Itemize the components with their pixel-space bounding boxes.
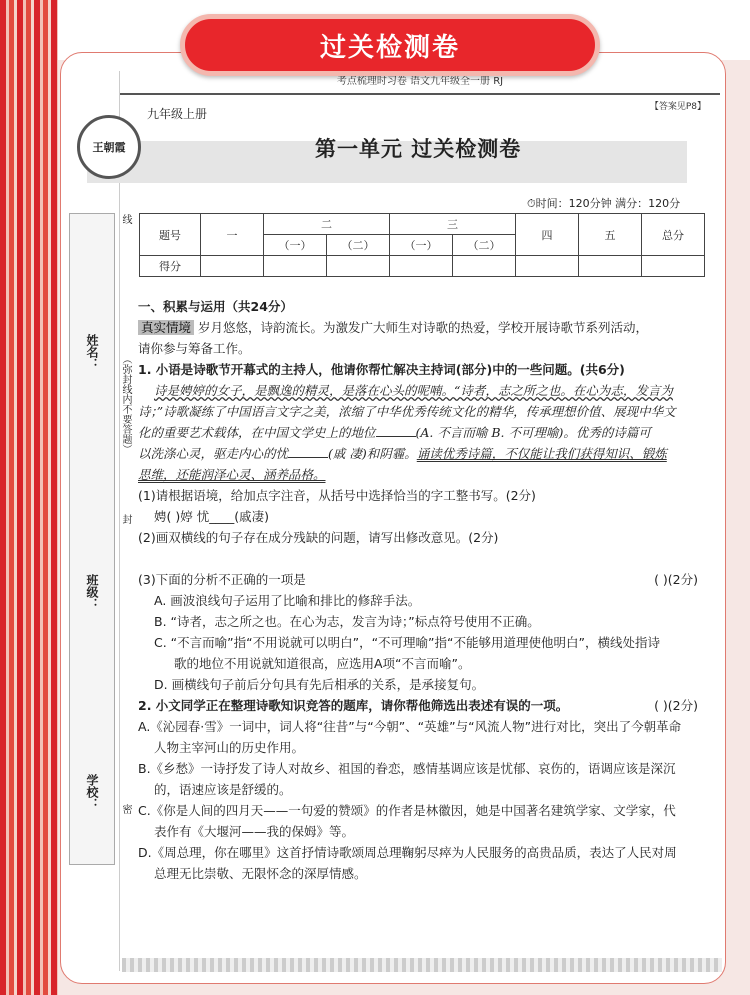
seal-mid: 封 <box>120 514 131 524</box>
passage-line: 诗是娉婷的女子，是飘逸的精灵，是落在心头的呢喃。“诗者，志之所之也。在心为志，发言为 <box>154 383 673 398</box>
score-cell[interactable] <box>453 256 516 277</box>
score-cell[interactable] <box>201 256 264 277</box>
table-header: 总分 <box>642 214 705 256</box>
top-line: 考点梳理时习卷 语文九年级全一册 RJ <box>120 71 720 95</box>
answer-bracket[interactable]: ( )(2分) <box>654 698 698 713</box>
passage-line: 诵读优秀诗篇，不仅能让我们获得知识、锻炼 <box>416 446 667 461</box>
logo: 王朝霞 <box>77 115 141 179</box>
option-a: A. 画波浪线句子运用了比喻和排比的修辞手法。 <box>154 593 421 608</box>
table-subheader: （一） <box>390 235 453 256</box>
answer-space[interactable] <box>138 548 708 569</box>
table-subheader: （二） <box>453 235 516 256</box>
answer-ref: 【答案见P8】 <box>649 102 706 112</box>
option-d: D. 画横线句子前后分句具有先后相承的关系，是承接复句。 <box>154 677 485 692</box>
table-header: 二 <box>264 214 390 235</box>
seal-bottom: 密 <box>120 804 131 814</box>
intro-text-2: 请你参与筹备工作。 <box>138 341 251 356</box>
q2-option-d-cont: 总理无比崇敬、无限怀念的深厚情感。 <box>154 866 367 881</box>
student-info-panel <box>69 213 131 865</box>
option-c: C. “不言而喻”指“不用说就可以明白”，“不可理喻”指“不能够用道理使他明白”，横线处指诗 <box>154 635 660 650</box>
q2-option-c-cont: 表作有《大堰河——我的保姆》等。 <box>154 824 355 839</box>
option-c-cont: 歌的地位不用说就知道很高，应选用A项“不言而喻”。 <box>174 656 471 671</box>
q2-option-d: D.《周总理，你在哪里》这首抒情诗歌颂周总理鞠躬尽瘁为人民服务的高贵品质，表达了人民对周 <box>138 845 677 860</box>
passage-line: 思维，还能润泽心灵、涵养品格。 <box>138 467 326 482</box>
table-header: 题号 <box>140 214 201 256</box>
question-content <box>138 296 708 884</box>
table-header: 四 <box>516 214 579 256</box>
grade-label: 九年级上册 <box>141 105 213 122</box>
table-header: 一 <box>201 214 264 256</box>
context-tag: 真实情境 <box>138 320 194 335</box>
sub-question: (2)画双横线的句子存在成分残缺的问题，请写出修改意见。(2分) <box>138 530 499 545</box>
page-title: 第一单元 过关检测卷 <box>315 137 522 161</box>
passage-line: 诗；”诗歌凝练了中国语言文字之美，浓缩了中华优秀传统文化的精华，传承理想价值、展现中华文 <box>138 404 676 419</box>
intro-text: 岁月悠悠，诗韵流长。为激发广大师生对诗歌的热爱，学校开展诗歌节系列活动， <box>198 320 649 335</box>
option-b: B. “诗者，志之所之也。在心为志，发言为诗；”标点符号使用不正确。 <box>154 614 540 629</box>
q2-option-a-cont: 人物主宰河山的历史作用。 <box>154 740 305 755</box>
blank-line[interactable] <box>288 457 328 458</box>
table-header: 五 <box>579 214 642 256</box>
seal-top: 线 <box>120 214 131 224</box>
name-label: 姓名： <box>85 334 99 370</box>
passage-line: 化的重要艺术载体，在中国文学史上的地位 <box>138 425 376 440</box>
score-cell[interactable] <box>264 256 327 277</box>
answer-bracket[interactable]: ( )(2分) <box>654 572 698 587</box>
score-cell[interactable] <box>516 256 579 277</box>
answer-prompt[interactable]: 娉( )婷 忧____(戚凄) <box>154 509 269 524</box>
q2-option-c: C.《你是人间的四月天——一句爱的赞颂》的作者是林徽因，她是中国著名建筑学家、文学家，代 <box>138 803 676 818</box>
score-cell[interactable] <box>579 256 642 277</box>
score-table <box>139 213 705 277</box>
question-2: 2. 小文同学正在整理诗歌知识竞答的题库，请你帮他筛选出表述有误的一项。 <box>138 698 569 713</box>
time-info: ⏱时间：120分钟 满分：120分 <box>527 197 681 210</box>
q2-option-b: B.《乡愁》一诗抒发了诗人对故乡、祖国的眷恋，感情基调应该是忧郁、哀伤的，语调应该是深沉 <box>138 761 676 776</box>
q2-option-b-cont: 的，语速应该是舒缓的。 <box>154 782 292 797</box>
table-subheader: （二） <box>327 235 390 256</box>
question-1: 1. 小语是诗歌节开幕式的主持人，他请你帮忙解决主持词(部分)中的一些问题。(共6分) <box>138 362 625 377</box>
section-title: 一、积累与运用（共24分） <box>138 299 293 314</box>
sub-question: (1)请根据语境，给加点字注音，从括号中选择恰当的字工整书写。(2分) <box>138 488 536 503</box>
score-cell[interactable] <box>642 256 705 277</box>
sub-question: (3)下面的分析不正确的一项是 <box>138 572 306 587</box>
banner-title: 过关检测卷 <box>180 14 600 76</box>
score-cell[interactable] <box>390 256 453 277</box>
score-cell[interactable] <box>327 256 390 277</box>
passage-line: 以洗涤心灵，驱走内心的忧 <box>138 446 289 461</box>
blank-line[interactable] <box>376 436 416 437</box>
decorative-stripes <box>0 0 58 995</box>
score-label: 得分 <box>140 256 201 277</box>
school-label: 学校： <box>85 774 99 810</box>
class-label: 班级： <box>85 574 99 610</box>
table-header: 三 <box>390 214 516 235</box>
passage-line: (戚 凄)和阴霾。 <box>328 446 417 461</box>
seal-note: （弥封线内不要答题） <box>120 354 131 454</box>
bottom-decoration <box>122 958 722 972</box>
table-subheader: （一） <box>264 235 327 256</box>
q2-option-a: A.《沁园春·雪》一词中，词人将“往昔”与“今朝”、“英雄”与“风流人物”进行对比，突出了今朝革命 <box>138 719 682 734</box>
passage-line: (A. 不言而喻 B. 不可理喻)。优秀的诗篇可 <box>415 425 651 440</box>
